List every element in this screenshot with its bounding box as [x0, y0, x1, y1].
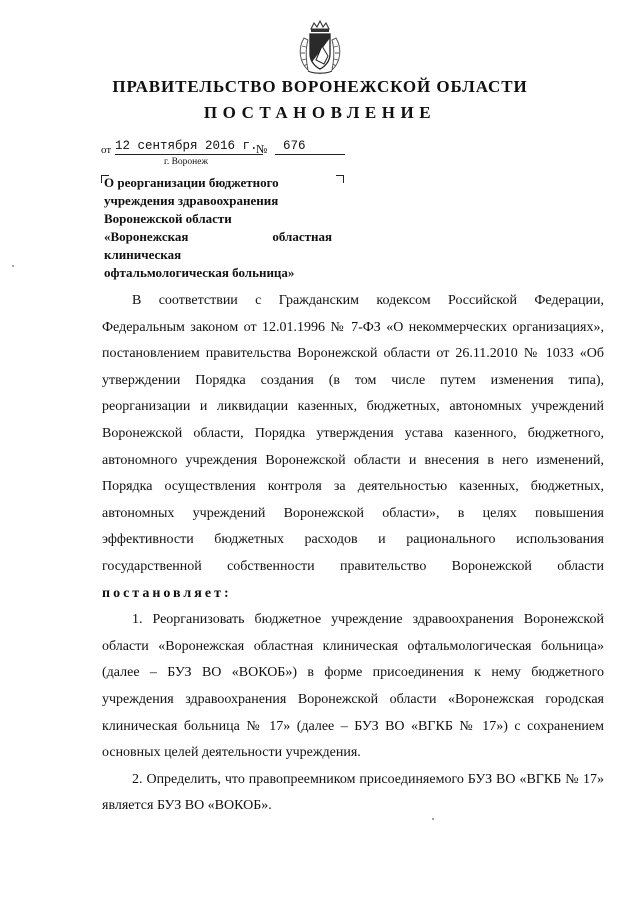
subject-line-4-start: «Воронежская	[104, 229, 189, 244]
from-label: от	[101, 144, 112, 156]
document-body	[102, 288, 604, 820]
subject-line-4-end: областная	[272, 229, 332, 244]
item-2-paragraph: 2. Определить, что правопреемником присоединяемого БУЗ ВО «ВГКБ № 17» является БУЗ ВО «ВОКОБ».	[102, 771, 604, 814]
number-label: №	[256, 142, 268, 156]
subject-line-2: учреждения здравоохранения	[104, 193, 279, 208]
document-number: 676	[275, 139, 345, 155]
document-type-title: ПОСТАНОВЛЕНИЕ	[203, 103, 437, 122]
item-1-paragraph: 1. Реорганизовать бюджетное учреждение здравоохранения Воронежской области «Воронежская областная клиническая офтальмологическая больница» (далее – БУЗ ВО «ВОКОБ») в форме присоединения к нему бюджетного учреждения здравоохранения Воронежской области «Воронежская городская клиническая больница № 17» (далее – БУЗ ВО «ВГКБ № 17») с сохранением основных целей деятельности учреждения.	[102, 612, 604, 761]
subject-line-6: офтальмологическая больница»	[104, 265, 295, 280]
preamble-paragraph	[102, 288, 604, 607]
subject-line-3: Воронежской области	[104, 211, 232, 226]
coat-of-arms-icon	[294, 20, 346, 76]
subject-corner-right	[336, 175, 344, 183]
preamble-text: В соответствии с Гражданским кодексом Российской Федерации, Федеральным законом от 12.01.1996 № 7-ФЗ «О некоммерческих организациях», постановлением правительства Воронежской области от 26.11.2010 № 1033 «Об утверждении Порядка создания (в том числе путем изменения типа), реорганизации и ликвидации казенных, бюджетных, автономных учреждений Воронежской области, Порядка утверждения устава казенного, бюджетного, автономного учреждения Воронежской области и внесения в него изменений, Порядка осуществления контроля за деятельностью казенных, бюджетных, автономных учреждений Воронежской области», в целях повышения эффективности бюджетных расходов и рационального использования государственной собственности правительство Воронежской области	[102, 293, 604, 574]
document-date: 12 сентября 2016 г.	[115, 139, 263, 155]
scan-speck	[432, 818, 434, 820]
document-subject	[104, 174, 332, 282]
subject-line-1: О реорганизации бюджетного	[104, 175, 279, 190]
scan-speck	[12, 265, 14, 267]
subject-line-4	[104, 228, 332, 246]
subject-line-5: клиническая	[104, 247, 182, 262]
city-label: г. Воронеж	[164, 157, 209, 167]
government-title: ПРАВИТЕЛЬСТВО ВОРОНЕЖСКОЙ ОБЛАСТИ	[112, 77, 528, 96]
date-number-line	[101, 139, 361, 159]
resolves-word: постановляет:	[102, 585, 232, 601]
